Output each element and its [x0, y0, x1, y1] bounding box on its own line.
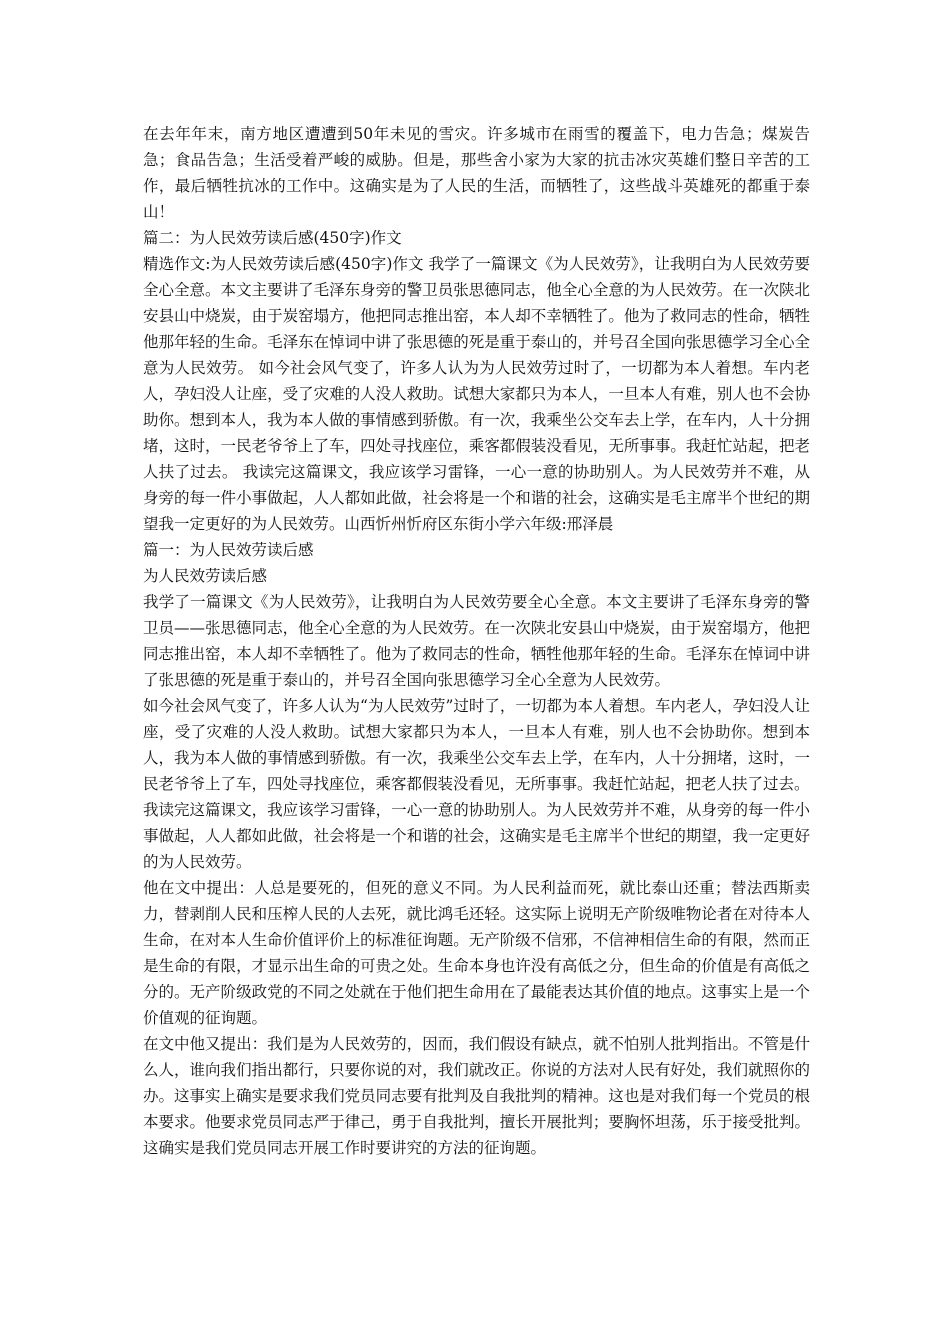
paragraph-snow-disaster: 在去年年末，南方地区遭遭到50年未见的雪灾。许多城市在雨雪的覆盖下，电力告急；煤炭告急；食品告急；生活受着严峻的威胁。但是，那些舍小家为大家的抗击冰灾英雄们整日辛苦的工作，最后牺牲抗冰的工作中。这确实是为了人民的生活，而牺牲了，这些战斗英雄死的都重于泰山！ [143, 125, 810, 221]
paragraph-learn-leifeng: 我读完这篇课文，我应该学习雷锋，一心一意的协助别人。为人民效劳并不难，从身旁的每一件小事做起，人人都如此做，社会将是一个和谐的社会，这确实是毛主席半个世纪的期望，我一定更好的为人民效劳。 [143, 801, 810, 871]
heading-part-one: 篇一：为人民效劳读后感 [143, 541, 314, 559]
heading-essay-title: 为人民效劳读后感 [143, 567, 268, 585]
heading-part-two: 篇二：为人民效劳读后感(450字)作文 [143, 229, 402, 247]
paragraph-essay-two: 精选作文:为人民效劳读后感(450字)作文 我学了一篇课文《为人民效劳》，让我明白为人民效劳要全心全意。本文主要讲了毛泽东身旁的警卫员张思德同志，他全心全意的为人民效劳。在一次陕北安县山中烧炭，由于炭窑塌方，他把同志推出窑，本人却不幸牺牲了。他为了救同志的性命，牺牲他那年轻的生命。毛泽东在悼词中讲了张思德的死是重于泰山的，并号召全国向张思德学习全心全意为人民效劳。 如今社会风气变了，许多人认为为人民效劳过时了，一切都为本人着想。车内老人，孕妇没人让座，受了灾难的人没人救助。试想大家都只为本人，一旦本人有难，别人也不会协助你。想到本人，我为本人做的事情感到骄傲。有一次，我乘坐公交车去上学，在车内，人十分拥堵，这时，一民老爷爷上了车，四处寻找座位，乘客都假装没看见，无所事事。我赶忙站起，把老人扶了过去。 我读完这篇课文，我应该学习雷锋，一心一意的协助别人。为人民效劳并不难，从身旁的每一件小事做起，人人都如此做，社会将是一个和谐的社会，这确实是毛主席半个世纪的期望我一定更好的为人民效劳。山西忻州忻府区东街小学六年级:邢泽晨 [143, 255, 810, 533]
paragraph-value-of-life: 他在文中提出：人总是要死的，但死的意义不同。为人民利益而死，就比泰山还重；替法西斯卖力，替剥削人民和压榨人民的人去死，就比鸿毛还轻。这实际上说明无产阶级唯物论者在对待本人生命，在对本人生命价值评价上的标准征询题。无产阶级不信邪，不信神相信生命的有限，然而正是生命的有限，才显示出生命的可贵之处。生命本身也许没有高低之分，但生命的价值是有高低之分的。无产阶级政党的不同之处就在于他们把生命用在了最能表达其价值的地点。这事实上是一个价值观的征询题。 [143, 879, 810, 1027]
document-page [143, 121, 810, 1161]
paragraph-criticism: 在文中他又提出：我们是为人民效劳的，因而，我们假设有缺点，就不怕别人批判指出。不管是什么人，谁向我们指出都行，只要你说的对，我们就改正。你说的方法对人民有好处，我们就照你的办。这事实上确实是要求我们党员同志要有批判及自我批判的精神。这也是对我们每一个党员的根本要求。他要求党员同志严于律己，勇于自我批判，擅长开展批判；要胸怀坦荡，乐于接受批判。这确实是我们党员同志开展工作时要讲究的方法的征询题。 [143, 1035, 810, 1157]
paragraph-learned-lesson: 我学了一篇课文《为人民效劳》，让我明白为人民效劳要全心全意。本文主要讲了毛泽东身旁的警卫员——张思德同志，他全心全意的为人民效劳。在一次陕北安县山中烧炭，由于炭窑塌方，他把同志推出窑，本人却不幸牺牲了。他为了救同志的性命，牺牲他那年轻的生命。毛泽东在悼词中讲了张思德的死是重于泰山的，并号召全国向张思德学习全心全意为人民效劳。 [143, 593, 810, 689]
paragraph-social-climate: 如今社会风气变了，许多人认为“为人民效劳”过时了，一切都为本人着想。车内老人，孕妇没人让座，受了灾难的人没人救助。试想大家都只为本人，一旦本人有难，别人也不会协助你。想到本人，我为本人做的事情感到骄傲。有一次，我乘坐公交车去上学，在车内，人十分拥堵，这时，一民老爷爷上了车，四处寻找座位，乘客都假装没看见，无所事事。我赶忙站起，把老人扶了过去。 [143, 697, 810, 793]
